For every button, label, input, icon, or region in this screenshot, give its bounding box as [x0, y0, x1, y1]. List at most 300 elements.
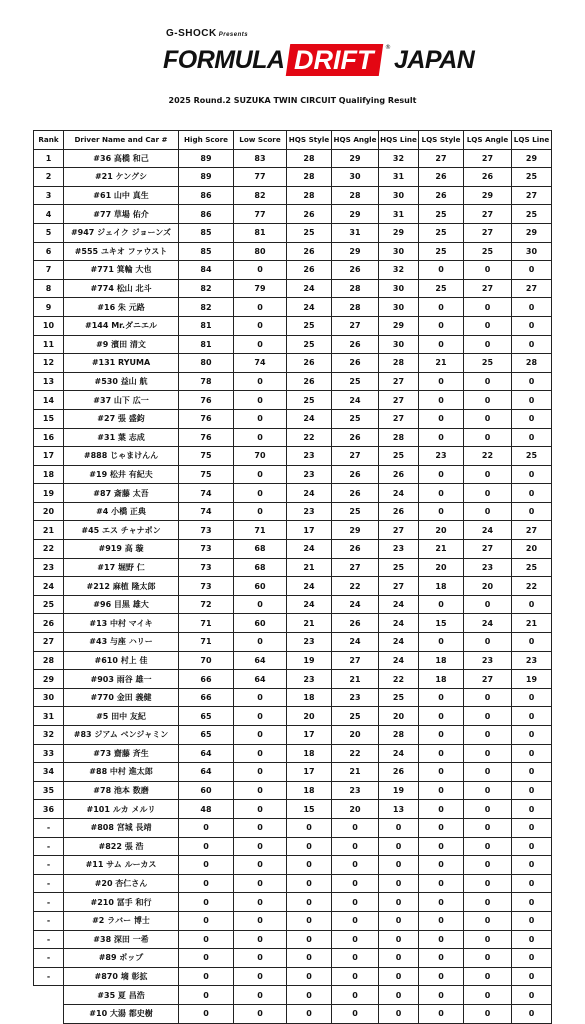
cell-hqs-style: 0 [287, 949, 332, 968]
cell-lqs-style: 0 [419, 595, 464, 614]
cell-driver: #73 齋藤 斉生 [64, 744, 179, 763]
cell-high-score: 76 [179, 409, 234, 428]
cell-low-score: 0 [234, 316, 287, 335]
cell-low-score: 74 [234, 354, 287, 373]
table-header-row [34, 131, 552, 150]
logo-formula: FORMULA [163, 45, 285, 74]
cell-hqs-style: 26 [287, 261, 332, 280]
cell-hqs-style: 25 [287, 316, 332, 335]
cell-driver: #37 山下 広一 [64, 391, 179, 410]
cell-driver: #212 麻植 隆太郎 [64, 577, 179, 596]
cell-hqs-angle: 24 [332, 633, 379, 652]
formula-drift-japan-logo [163, 44, 474, 76]
cell-low-score: 0 [234, 856, 287, 875]
cell-lqs-line: 22 [512, 577, 552, 596]
cell-lqs-line: 0 [512, 409, 552, 428]
cell-hqs-style: 22 [287, 428, 332, 447]
cell-lqs-style: 0 [419, 409, 464, 428]
cell-hqs-style: 18 [287, 781, 332, 800]
cell-hqs-style: 0 [287, 818, 332, 837]
cell-hqs-angle: 26 [332, 614, 379, 633]
cell-lqs-style: 21 [419, 540, 464, 559]
cell-hqs-line: 27 [379, 577, 419, 596]
cell-lqs-angle: 25 [464, 354, 512, 373]
cell-high-score: 0 [179, 986, 234, 1005]
cell-rank: 34 [34, 763, 64, 782]
cell-hqs-angle: 0 [332, 911, 379, 930]
cell-lqs-style: 0 [419, 688, 464, 707]
cell-driver: #555 ユキオ ファウスト [64, 242, 179, 261]
cell-lqs-style: 0 [419, 316, 464, 335]
cell-driver: #808 宮城 長靖 [64, 818, 179, 837]
cell-lqs-angle: 25 [464, 242, 512, 261]
cell-driver: #131 RYUMA [64, 354, 179, 373]
cell-lqs-line: 0 [512, 800, 552, 819]
cell-lqs-line: 0 [512, 930, 552, 949]
cell-driver: #89 ポップ [64, 949, 179, 968]
cell-high-score: 65 [179, 707, 234, 726]
cell-hqs-line: 29 [379, 223, 419, 242]
cell-high-score: 74 [179, 484, 234, 503]
cell-low-score: 77 [234, 168, 287, 187]
presents-text: Presents [218, 32, 249, 38]
cell-hqs-style: 24 [287, 298, 332, 317]
cell-low-score: 0 [234, 949, 287, 968]
cell-lqs-style: 0 [419, 893, 464, 912]
cell-rank: 29 [34, 670, 64, 689]
cell-hqs-style: 15 [287, 800, 332, 819]
cell-high-score: 0 [179, 911, 234, 930]
cell-lqs-line: 0 [512, 633, 552, 652]
cell-hqs-line: 24 [379, 651, 419, 670]
cell-hqs-angle: 27 [332, 447, 379, 466]
cell-high-score: 71 [179, 614, 234, 633]
cell-hqs-angle: 26 [332, 261, 379, 280]
cell-driver: #96 目黒 雄大 [64, 595, 179, 614]
cell-hqs-angle: 26 [332, 428, 379, 447]
cell-high-score: 81 [179, 316, 234, 335]
cell-low-score: 0 [234, 967, 287, 986]
table-row [34, 670, 552, 689]
cell-hqs-line: 25 [379, 688, 419, 707]
cell-hqs-style: 24 [287, 595, 332, 614]
cell-lqs-style: 0 [419, 781, 464, 800]
cell-low-score: 64 [234, 651, 287, 670]
cell-lqs-style: 18 [419, 651, 464, 670]
cell-rank: 4 [34, 205, 64, 224]
cell-high-score: 89 [179, 149, 234, 168]
cell-hqs-style: 24 [287, 279, 332, 298]
cell-lqs-angle: 0 [464, 335, 512, 354]
cell-driver: #13 中村 マイキ [64, 614, 179, 633]
table-row [34, 558, 552, 577]
cell-hqs-style: 0 [287, 986, 332, 1005]
cell-hqs-style: 24 [287, 409, 332, 428]
table-row [34, 279, 552, 298]
cell-hqs-line: 29 [379, 316, 419, 335]
cell-lqs-style: 0 [419, 372, 464, 391]
cell-high-score: 66 [179, 670, 234, 689]
cell-driver: #2 ラバー 博士 [64, 911, 179, 930]
cell-driver: #35 夏 昌浩 [64, 986, 179, 1005]
cell-low-score: 68 [234, 558, 287, 577]
registered-mark: ® [384, 44, 391, 51]
cell-low-score: 83 [234, 149, 287, 168]
cell-driver: #43 与座 ハリー [64, 633, 179, 652]
cell-lqs-line: 27 [512, 186, 552, 205]
header-driver: Driver Name and Car # [64, 131, 179, 150]
cell-high-score: 71 [179, 633, 234, 652]
cell-lqs-angle: 23 [464, 558, 512, 577]
cell-rank: - [34, 874, 64, 893]
cell-hqs-line: 24 [379, 484, 419, 503]
cell-hqs-style: 19 [287, 651, 332, 670]
cell-rank: 27 [34, 633, 64, 652]
table-row [34, 688, 552, 707]
cell-hqs-style: 28 [287, 186, 332, 205]
cell-lqs-style: 25 [419, 242, 464, 261]
cell-high-score: 85 [179, 242, 234, 261]
cell-lqs-style: 0 [419, 856, 464, 875]
cell-hqs-line: 0 [379, 856, 419, 875]
cell-hqs-line: 27 [379, 391, 419, 410]
cell-lqs-angle: 0 [464, 726, 512, 745]
table-row [34, 428, 552, 447]
cell-hqs-angle: 28 [332, 298, 379, 317]
cell-low-score: 0 [234, 911, 287, 930]
cell-low-score: 0 [234, 763, 287, 782]
cell-hqs-style: 0 [287, 1004, 332, 1023]
cell-driver: #770 金田 義健 [64, 688, 179, 707]
header-hqs-style: HQS Style [287, 131, 332, 150]
cell-hqs-line: 30 [379, 242, 419, 261]
cell-lqs-angle: 0 [464, 409, 512, 428]
cell-hqs-line: 13 [379, 800, 419, 819]
cell-hqs-line: 26 [379, 465, 419, 484]
cell-hqs-line: 30 [379, 335, 419, 354]
cell-driver: #38 深田 一希 [64, 930, 179, 949]
cell-rank: 28 [34, 651, 64, 670]
cell-driver: #83 ジアム ベンジャミン [64, 726, 179, 745]
cell-lqs-line: 0 [512, 335, 552, 354]
cell-lqs-angle: 27 [464, 540, 512, 559]
cell-low-score: 0 [234, 930, 287, 949]
cell-lqs-angle: 29 [464, 186, 512, 205]
cell-hqs-line: 28 [379, 726, 419, 745]
cell-high-score: 64 [179, 744, 234, 763]
cell-lqs-style: 27 [419, 149, 464, 168]
cell-hqs-angle: 26 [332, 354, 379, 373]
cell-driver: #870 墒 彰拡 [64, 967, 179, 986]
cell-driver: #27 張 盛鈞 [64, 409, 179, 428]
cell-driver: #919 高 璇 [64, 540, 179, 559]
cell-hqs-angle: 26 [332, 540, 379, 559]
cell-lqs-angle: 0 [464, 874, 512, 893]
table-row [34, 781, 552, 800]
cell-lqs-style: 0 [419, 986, 464, 1005]
cell-low-score: 0 [234, 818, 287, 837]
cell-lqs-style: 0 [419, 763, 464, 782]
table-row [34, 837, 552, 856]
cell-rank: 18 [34, 465, 64, 484]
cell-lqs-line: 0 [512, 726, 552, 745]
cell-hqs-line: 25 [379, 447, 419, 466]
cell-rank: 21 [34, 521, 64, 540]
cell-hqs-angle: 0 [332, 1004, 379, 1023]
cell-driver: #19 松井 有紀夫 [64, 465, 179, 484]
cell-hqs-angle: 0 [332, 874, 379, 893]
cell-lqs-line: 0 [512, 986, 552, 1005]
gshock-logo [166, 28, 248, 39]
table-row [34, 595, 552, 614]
cell-lqs-angle: 24 [464, 521, 512, 540]
cell-hqs-line: 25 [379, 558, 419, 577]
cell-rank: 13 [34, 372, 64, 391]
cell-hqs-style: 0 [287, 893, 332, 912]
cell-lqs-line: 0 [512, 261, 552, 280]
cell-high-score: 80 [179, 354, 234, 373]
cell-lqs-line: 25 [512, 447, 552, 466]
cell-hqs-style: 21 [287, 558, 332, 577]
cell-lqs-angle: 0 [464, 949, 512, 968]
cell-rank: 11 [34, 335, 64, 354]
cell-driver: #4 小橋 正典 [64, 502, 179, 521]
cell-driver: #771 箕輪 大也 [64, 261, 179, 280]
cell-hqs-style: 0 [287, 837, 332, 856]
cell-lqs-style: 0 [419, 949, 464, 968]
cell-hqs-line: 0 [379, 949, 419, 968]
cell-lqs-line: 0 [512, 744, 552, 763]
cell-lqs-angle: 22 [464, 447, 512, 466]
cell-lqs-style: 0 [419, 335, 464, 354]
cell-hqs-style: 17 [287, 726, 332, 745]
cell-driver: #101 ルカ メルリ [64, 800, 179, 819]
table-row [34, 874, 552, 893]
cell-rank: 23 [34, 558, 64, 577]
cell-hqs-style: 26 [287, 205, 332, 224]
cell-hqs-style: 26 [287, 242, 332, 261]
cell-hqs-angle: 25 [332, 372, 379, 391]
cell-hqs-line: 19 [379, 781, 419, 800]
cell-lqs-style: 0 [419, 911, 464, 930]
cell-lqs-line: 23 [512, 651, 552, 670]
cell-lqs-line: 28 [512, 354, 552, 373]
cell-rank: 17 [34, 447, 64, 466]
cell-lqs-style: 0 [419, 633, 464, 652]
cell-high-score: 85 [179, 223, 234, 242]
cell-lqs-line: 0 [512, 893, 552, 912]
cell-low-score: 0 [234, 1004, 287, 1023]
header-hqs-angle: HQS Angle [332, 131, 379, 150]
header-low-score: Low Score [234, 131, 287, 150]
header-high-score: High Score [179, 131, 234, 150]
cell-hqs-angle: 29 [332, 205, 379, 224]
cell-hqs-angle: 21 [332, 670, 379, 689]
table-row [34, 502, 552, 521]
cell-low-score: 0 [234, 391, 287, 410]
cell-lqs-style: 15 [419, 614, 464, 633]
cell-lqs-angle: 0 [464, 428, 512, 447]
cell-hqs-line: 30 [379, 298, 419, 317]
cell-hqs-style: 17 [287, 763, 332, 782]
cell-hqs-line: 24 [379, 595, 419, 614]
cell-hqs-style: 24 [287, 484, 332, 503]
cell-lqs-angle: 0 [464, 763, 512, 782]
cell-lqs-style: 0 [419, 428, 464, 447]
cell-rank: 5 [34, 223, 64, 242]
cell-high-score: 65 [179, 726, 234, 745]
cell-lqs-style: 0 [419, 818, 464, 837]
header-lqs-line: LQS Line [512, 131, 552, 150]
cell-hqs-line: 30 [379, 186, 419, 205]
cell-driver: #530 益山 航 [64, 372, 179, 391]
cell-hqs-style: 25 [287, 391, 332, 410]
header-rank: Rank [34, 131, 64, 150]
cell-high-score: 74 [179, 502, 234, 521]
cell-high-score: 89 [179, 168, 234, 187]
cell-lqs-line: 27 [512, 279, 552, 298]
cell-low-score: 0 [234, 893, 287, 912]
cell-low-score: 77 [234, 205, 287, 224]
cell-low-score: 0 [234, 781, 287, 800]
cell-lqs-style: 0 [419, 967, 464, 986]
cell-hqs-angle: 0 [332, 949, 379, 968]
cell-rank: 8 [34, 279, 64, 298]
cell-rank [34, 986, 64, 1005]
table-row [34, 744, 552, 763]
cell-driver: #61 山中 真生 [64, 186, 179, 205]
cell-low-score: 60 [234, 614, 287, 633]
table-body [34, 149, 552, 1023]
cell-rank: - [34, 911, 64, 930]
cell-lqs-style: 0 [419, 1004, 464, 1023]
cell-low-score: 79 [234, 279, 287, 298]
cell-low-score: 64 [234, 670, 287, 689]
cell-lqs-line: 0 [512, 298, 552, 317]
cell-lqs-angle: 0 [464, 633, 512, 652]
cell-rank: 10 [34, 316, 64, 335]
cell-lqs-style: 26 [419, 168, 464, 187]
cell-lqs-line: 0 [512, 967, 552, 986]
cell-lqs-style: 0 [419, 930, 464, 949]
cell-lqs-angle: 27 [464, 149, 512, 168]
cell-low-score: 0 [234, 502, 287, 521]
logo-drift-box [286, 44, 384, 76]
cell-lqs-line: 0 [512, 763, 552, 782]
cell-rank: 7 [34, 261, 64, 280]
cell-lqs-style: 26 [419, 186, 464, 205]
cell-low-score: 0 [234, 874, 287, 893]
cell-lqs-line: 0 [512, 911, 552, 930]
table-row [34, 205, 552, 224]
table-row [34, 911, 552, 930]
cell-rank: 14 [34, 391, 64, 410]
cell-high-score: 48 [179, 800, 234, 819]
cell-hqs-style: 18 [287, 688, 332, 707]
cell-lqs-line: 25 [512, 558, 552, 577]
cell-lqs-style: 0 [419, 391, 464, 410]
cell-rank: 20 [34, 502, 64, 521]
cell-lqs-angle: 0 [464, 800, 512, 819]
cell-driver: #16 朱 元路 [64, 298, 179, 317]
table-row [34, 149, 552, 168]
cell-high-score: 0 [179, 967, 234, 986]
table-row [34, 577, 552, 596]
cell-rank: - [34, 837, 64, 856]
cell-hqs-style: 23 [287, 502, 332, 521]
cell-lqs-angle: 0 [464, 1004, 512, 1023]
cell-lqs-angle: 0 [464, 781, 512, 800]
cell-high-score: 82 [179, 298, 234, 317]
cell-lqs-angle: 0 [464, 986, 512, 1005]
cell-lqs-angle: 0 [464, 911, 512, 930]
cell-rank: - [34, 818, 64, 837]
cell-driver: #903 雨谷 雄一 [64, 670, 179, 689]
cell-lqs-style: 23 [419, 447, 464, 466]
cell-driver: #45 エス チャナポン [64, 521, 179, 540]
table-row [34, 726, 552, 745]
cell-rank: 15 [34, 409, 64, 428]
cell-hqs-angle: 25 [332, 409, 379, 428]
cell-rank: 30 [34, 688, 64, 707]
cell-lqs-line: 21 [512, 614, 552, 633]
cell-low-score: 0 [234, 800, 287, 819]
cell-hqs-angle: 23 [332, 688, 379, 707]
cell-driver: #11 サム ルーカス [64, 856, 179, 875]
cell-rank: 1 [34, 149, 64, 168]
cell-hqs-line: 0 [379, 837, 419, 856]
cell-hqs-angle: 28 [332, 186, 379, 205]
cell-hqs-style: 26 [287, 372, 332, 391]
table-row [34, 893, 552, 912]
cell-hqs-style: 17 [287, 521, 332, 540]
cell-high-score: 75 [179, 465, 234, 484]
cell-driver: #20 杏仁さん [64, 874, 179, 893]
cell-low-score: 0 [234, 688, 287, 707]
cell-low-score: 0 [234, 986, 287, 1005]
cell-rank: - [34, 930, 64, 949]
header-hqs-line: HQS Line [379, 131, 419, 150]
cell-low-score: 0 [234, 726, 287, 745]
cell-hqs-angle: 0 [332, 837, 379, 856]
cell-rank: 36 [34, 800, 64, 819]
cell-low-score: 0 [234, 707, 287, 726]
cell-lqs-angle: 0 [464, 744, 512, 763]
cell-low-score: 71 [234, 521, 287, 540]
cell-hqs-style: 26 [287, 354, 332, 373]
table-row [34, 391, 552, 410]
table-row [34, 818, 552, 837]
cell-hqs-style: 25 [287, 335, 332, 354]
cell-lqs-line: 25 [512, 205, 552, 224]
cell-lqs-style: 0 [419, 484, 464, 503]
cell-lqs-angle: 20 [464, 577, 512, 596]
cell-high-score: 76 [179, 391, 234, 410]
table-row [34, 763, 552, 782]
table-row [34, 986, 552, 1005]
cell-hqs-style: 23 [287, 633, 332, 652]
cell-lqs-line: 0 [512, 707, 552, 726]
cell-rank: 6 [34, 242, 64, 261]
cell-hqs-line: 31 [379, 205, 419, 224]
cell-lqs-style: 21 [419, 354, 464, 373]
cell-lqs-style: 0 [419, 261, 464, 280]
cell-hqs-line: 24 [379, 614, 419, 633]
cell-lqs-line: 19 [512, 670, 552, 689]
cell-low-score: 0 [234, 409, 287, 428]
cell-hqs-line: 23 [379, 540, 419, 559]
header-lqs-angle: LQS Angle [464, 131, 512, 150]
